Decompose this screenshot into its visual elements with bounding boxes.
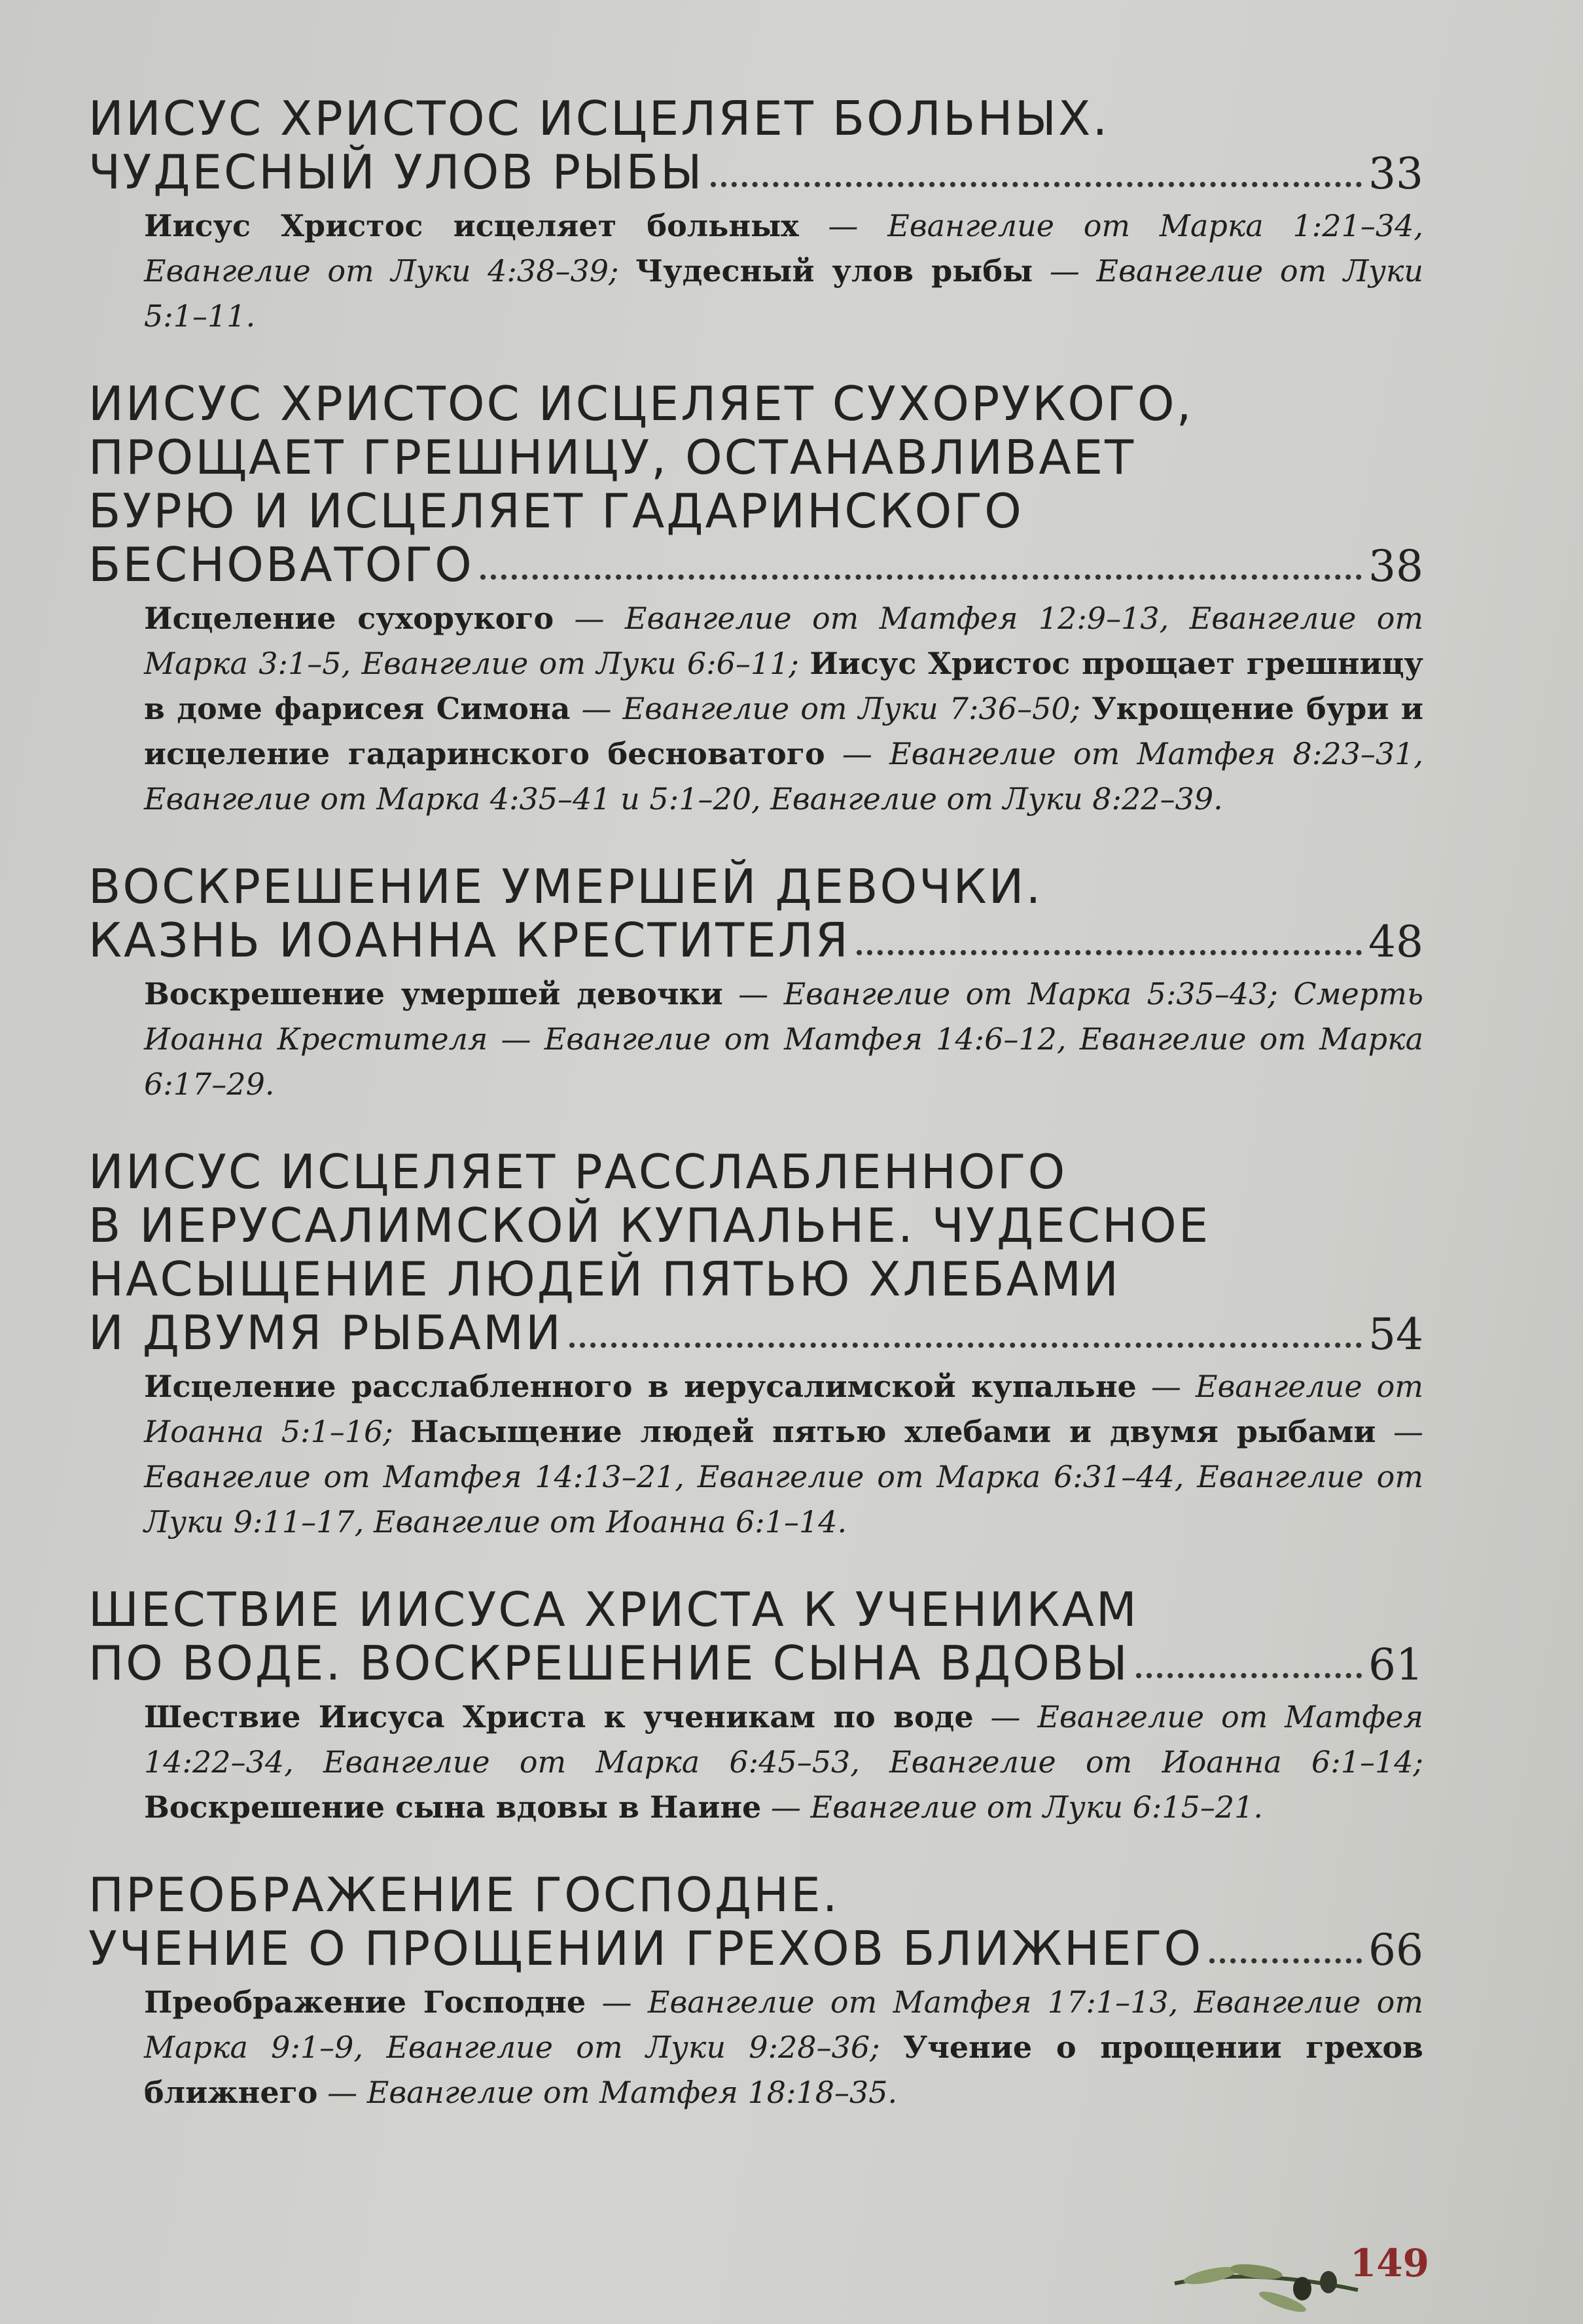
dot-leader [857, 941, 1362, 955]
title-line: ПРЕОБРАЖЕНИЕ ГОСПОДНЕ. [88, 1867, 840, 1922]
entry-title [88, 377, 1423, 593]
title-line: ПО ВОДЕ. ВОСКРЕШЕНИЕ СЫНА ВДОВЫ [88, 1636, 1129, 1691]
page-number: 33 [1368, 149, 1423, 199]
title-line: ИИСУС ИСЦЕЛЯЕТ РАССЛАБЛЕННОГО [88, 1144, 1067, 1199]
gospel-references: Воскрешение умершей девочки — Евангелие от Марка 5:35–43; Смерть Иоанна Крестителя — Евангелие от Матфея 14:6–12, Евангелие от Марка 6:17–29. [144, 976, 1423, 1102]
title-line: И ДВУМЯ РЫБАМИ [88, 1305, 563, 1360]
toc-entry [88, 1145, 1423, 1545]
page-folio: 149 [1349, 2241, 1429, 2285]
dot-leader [569, 1333, 1362, 1348]
entry-title [88, 1583, 1423, 1692]
title-line: БЕСНОВАТОГО [88, 537, 474, 592]
entry-title [88, 860, 1423, 969]
dot-leader [1136, 1664, 1362, 1678]
gospel-references: Исцеление расслабленного в иерусалимской купальне — Евангелие от Иоанна 5:1–16; Насыщение людей пятью хлебами и двумя рыбами — Евангелие от Матфея 14:13–21, Евангелие от Марка 6:31–44, Евангелие от Луки 9:11–17, Евангелие от Иоанна 6:1–14. [144, 1369, 1424, 1540]
title-line: В ИЕРУСАЛИМСКОЙ КУПАЛЬНЕ. ЧУДЕСНОЕ [88, 1198, 1211, 1253]
gospel-references: Преображение Господне — Евангелие от Матфея 17:1–13, Евангелие от Марка 9:1–9, Евангелие от Луки 9:28–36; Учение о прощении грехов ближнего — Евангелие от Матфея 18:18–35. [144, 1984, 1423, 2110]
page-number: 54 [1368, 1309, 1423, 1360]
title-line: ИИСУС ХРИСТОС ИСЦЕЛЯЕТ БОЛЬНЫХ. [88, 91, 1110, 146]
gospel-references: Шествие Иисуса Христа к ученикам по воде — Евангелие от Матфея 14:22–34, Евангелие от Марка 6:45–53, Евангелие от Иоанна 6:1–14; Воскрешение сына вдовы в Наине — Евангелие от Луки 6:15–21. [144, 1699, 1423, 1825]
title-line: ЧУДЕСНЫЙ УЛОВ РЫБЫ [88, 145, 704, 200]
title-line: ВОСКРЕШЕНИЕ УМЕРШЕЙ ДЕВОЧКИ. [88, 859, 1043, 914]
toc-entry [88, 1583, 1423, 1830]
page-number: 66 [1368, 1925, 1423, 1975]
dot-leader [711, 173, 1362, 187]
table-of-contents [88, 92, 1423, 2153]
toc-entry [88, 1868, 1423, 2115]
title-line: ПРОЩАЕТ ГРЕШНИЦУ, ОСТАНАВЛИВАЕТ [88, 430, 1136, 485]
dot-leader [1209, 1949, 1362, 1963]
toc-entry [88, 377, 1423, 822]
toc-entry [88, 860, 1423, 1107]
title-line: ШЕСТВИЕ ИИСУСА ХРИСТА К УЧЕНИКАМ [88, 1582, 1139, 1637]
title-line: УЧЕНИЕ О ПРОЩЕНИИ ГРЕХОВ БЛИЖНЕГО [88, 1921, 1203, 1976]
title-line: КАЗНЬ ИОАННА КРЕСТИТЕЛЯ [88, 913, 850, 968]
page-number: 61 [1368, 1640, 1423, 1690]
toc-entry [88, 92, 1423, 339]
page-number: 38 [1368, 541, 1423, 591]
entry-title [88, 92, 1423, 201]
entry-title [88, 1868, 1423, 1977]
dot-leader [480, 565, 1362, 580]
page-number: 48 [1368, 917, 1423, 967]
title-line: ИИСУС ХРИСТОС ИСЦЕЛЯЕТ СУХОРУКОГО, [88, 376, 1194, 431]
title-line: НАСЫЩЕНИЕ ЛЮДЕЙ ПЯТЬЮ ХЛЕБАМИ [88, 1252, 1120, 1307]
gospel-references: Исцеление сухорукого — Евангелие от Матфея 12:9–13, Евангелие от Марка 3:1–5, Евангелие от Луки 6:6–11; Иисус Христос прощает грешницу в доме фарисея Симона — Евангелие от Луки 7:36–50; Укрощение бури и исцеление гадаринского бесноватого — Евангелие от Матфея 8:23–31, Евангелие от Марка 4:35–41 и 5:1–20, Евангелие от Луки 8:22–39. [144, 601, 1424, 817]
entry-title [88, 1145, 1423, 1362]
olive-branch-icon [1171, 2244, 1361, 2316]
gospel-references: Иисус Христос исцеляет больных — Евангелие от Марка 1:21–34, Евангелие от Луки 4:38–39; Чудесный улов рыбы — Евангелие от Луки 5:1–11. [144, 208, 1424, 334]
title-line: БУРЮ И ИСЦЕЛЯЕТ ГАДАРИНСКОГО [88, 484, 1023, 538]
